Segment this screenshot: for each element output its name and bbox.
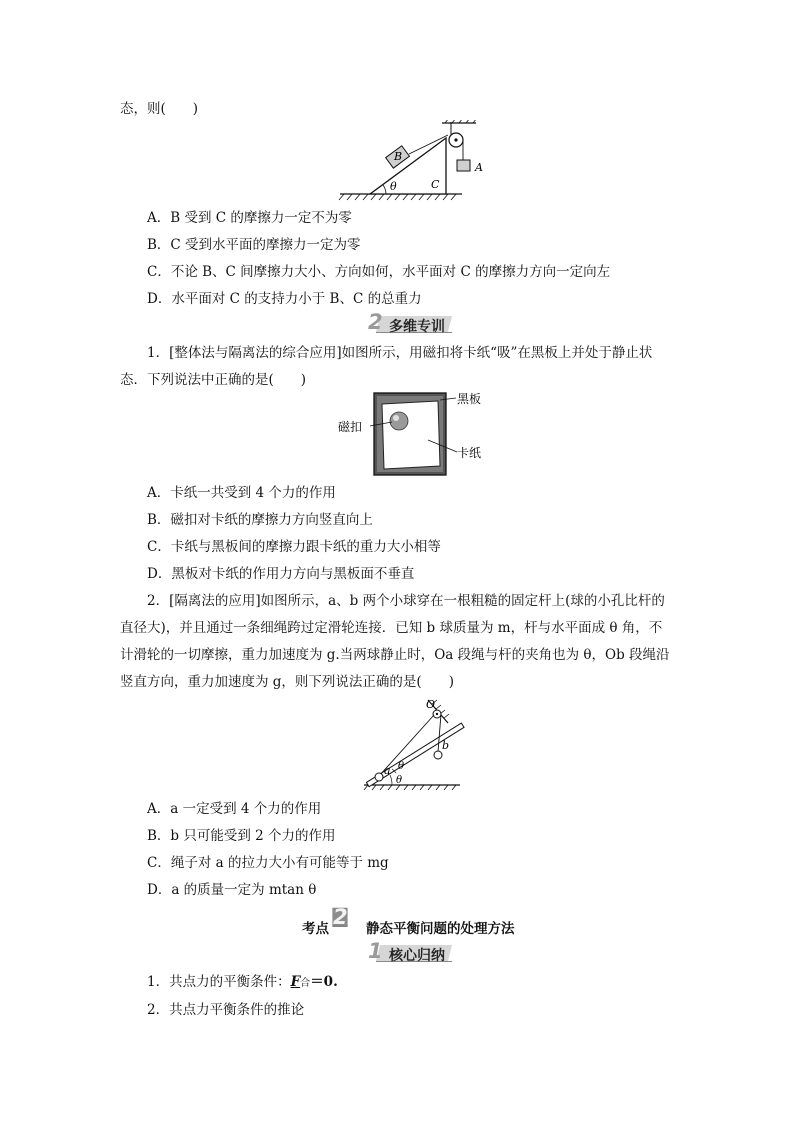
- option-b: B．C 受到水平面的摩擦力一定为零: [147, 237, 361, 253]
- banner-title: 多维专训: [389, 319, 445, 335]
- magnet-label: 磁扣: [338, 420, 363, 434]
- point-o-label: O: [426, 698, 436, 711]
- banner-title: 核心归纳: [389, 948, 445, 964]
- point-1: [147, 973, 338, 993]
- option-a: A．B 受到 C 的摩擦力一定不为零: [147, 210, 352, 226]
- point-1-prefix: 1．共点力的平衡条件：: [147, 974, 291, 990]
- q2-line4: 竖直方向，重力加速度为 g，则下列说法正确的是( ): [120, 674, 454, 690]
- q2-line2: 直径大)，并且通过一条细绳跨过定滑轮连接．已知 b 球质量为 m，杆与水平面成 θ 角，不: [120, 620, 663, 636]
- ball-a-label: a: [384, 764, 391, 777]
- banner-number: 2: [368, 310, 383, 334]
- question-tail: 态，则( ): [120, 101, 199, 117]
- card-label: 卡纸: [457, 446, 482, 460]
- option-a: A．a 一定受到 4 个力的作用: [147, 801, 322, 817]
- q2-line3: 计滑轮的一切摩擦，重力加速度为 g.当两球静止时，Oa 段绳与杆的夹角也为 θ，Ob 段绳沿: [120, 647, 670, 663]
- option-c: C．不论 B、C 间摩擦力大小、方向如何，水平面对 C 的摩擦力方向一定向左: [147, 264, 611, 280]
- block-b-label: B: [394, 150, 403, 163]
- option-d: D．水平面对 C 的支持力小于 B、C 的总重力: [147, 291, 422, 307]
- option-a: A．卡纸一共受到 4 个力的作用: [147, 485, 336, 501]
- blackboard-label: 黑板: [457, 392, 482, 406]
- incline-pulley-figure: [338, 120, 490, 202]
- wedge-c-label: C: [431, 178, 440, 191]
- option-c: C．绳子对 a 的拉力大小有可能等于 mg: [147, 855, 389, 871]
- rod-balls-figure: [358, 697, 468, 792]
- option-c: C．卡纸与黑板间的摩擦力跟卡纸的重力大小相等: [147, 539, 441, 555]
- theta-label-upper: θ: [398, 761, 405, 772]
- theta-label-lower: θ: [396, 775, 403, 786]
- point-2: 2．共点力平衡条件的推论: [147, 1002, 305, 1018]
- ball-b-label: b: [442, 739, 450, 752]
- section-number: 2: [333, 905, 348, 929]
- option-d: D．a 的质量一定为 mtan θ: [147, 882, 317, 898]
- section-title: 静态平衡问题的处理方法: [366, 921, 515, 937]
- option-b: B．磁扣对卡纸的摩擦力方向竖直向上: [147, 512, 373, 528]
- force-subscript: 合: [300, 978, 311, 989]
- force-symbol: F: [290, 974, 301, 990]
- q1-line1: 1．[整体法与隔离法的综合应用]如图所示，用磁扣将卡纸“吸”在黑板上并处于静止状: [147, 345, 653, 361]
- block-a-label: A: [475, 161, 483, 174]
- banner-number: 1: [368, 939, 383, 963]
- theta-label: θ: [390, 180, 397, 193]
- q2-line1: 2．[隔离法的应用]如图所示，a、b 两个小球穿在一根粗糙的固定杆上(球的小孔比杆的: [147, 593, 665, 609]
- q1-line2: 态．下列说法中正确的是( ): [120, 372, 307, 388]
- option-b: B．b 只可能受到 2 个力的作用: [147, 828, 336, 844]
- section-prefix: 考点: [302, 921, 329, 937]
- option-d: D．黑板对卡纸的作用力方向与黑板面不垂直: [147, 566, 415, 582]
- point-1-suffix: ＝0.: [310, 974, 338, 990]
- blackboard-figure: [336, 390, 496, 478]
